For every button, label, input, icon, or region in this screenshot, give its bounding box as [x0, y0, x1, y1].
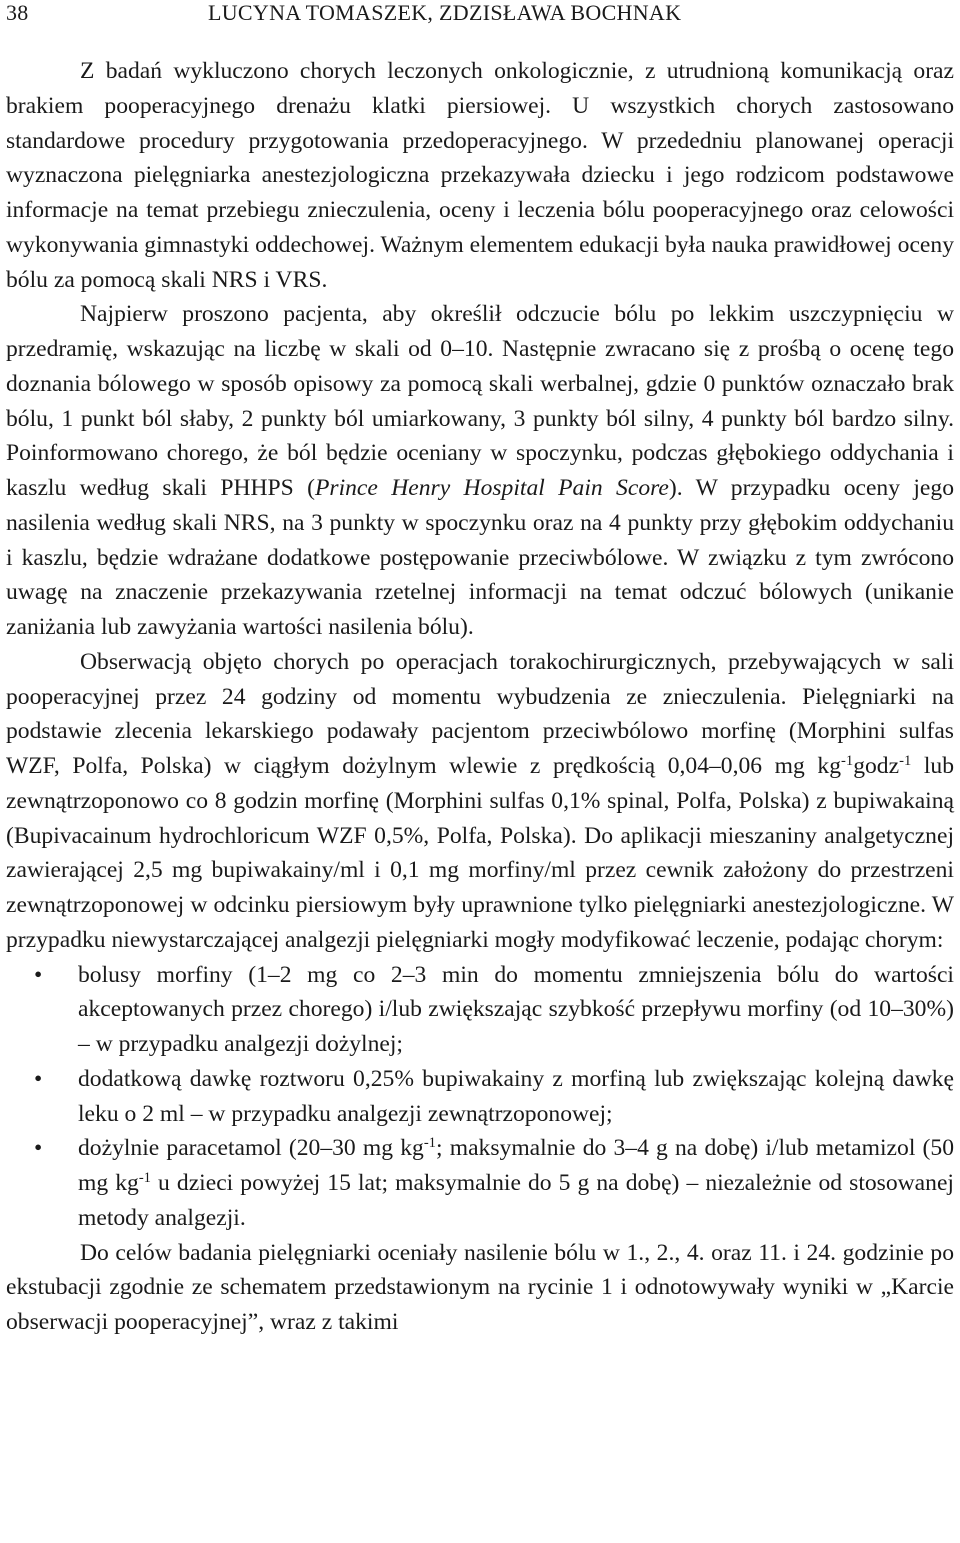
superscript: -1	[899, 752, 912, 769]
paragraph-text: ). W przypadku oceny jego nasilenia według skali NRS, na 3 punkty w spoczynku oraz na 4 punkty przy głębokim oddychaniu i kaszlu, będzie wdrażane dodatkowe postępowanie przeciwbólowe. W związku z tym zwrócono uwagę na znaczenie przekazywania rzetelnej informacji na temat odczuć bólowych (unikanie zaniżania lub zawyżania wartości nasilenia bólu).	[6, 475, 954, 640]
list-item-text: u dzieci powyżej 15 lat; maksymalnie do 5 g na dobę) – niezależnie od stosowanej metody analgezji.	[78, 1170, 954, 1231]
paragraph-text: Z badań wykluczono chorych leczonych onkologicznie, z utrudnioną komunikacją oraz brakiem pooperacyjnego drenażu klatki piersiowej. U wszystkich chorych zastosowano standardowe procedury przygotowania przedoperacyjnego. W przededniu planowanej operacji wyznaczona pielęgniarka anestezjologiczna przekazywała dziecku i jego rodzicom podstawowe informacje na temat przebiegu znieczulenia, oceny i leczenia bólu pooperacyjnego oraz celowości wykonywania gimnastyki oddechowej. Ważnym elementem edukacji była nauka prawidłowej oceny bólu za pomocą skali NRS i VRS.	[6, 58, 954, 293]
list-item-text: bolusy morfiny (1–2 mg co 2–3 min do momentu zmniejszenia bólu do wartości akceptowanych przez chorego) i/lub zwiększając szybkość przepływu morfiny (od 10–30%) – w przypadku analgezji dożylnej;	[78, 961, 954, 1057]
paragraph-observation	[6, 645, 954, 958]
list-item-text: ; maksymalnie do 3–4 g na dobę) i/lub metamizol (50 mg kg	[78, 1135, 954, 1196]
paragraph-text: Do celów badania pielęgniarki oceniały nasilenie bólu w 1., 2., 4. oraz 11. i 24. godzinie po ekstubacji zgodnie ze schematem przedstawionym na rycinie 1 i odnotowywały wyniki w „Karcie obserwacji pooperacyjnej”, wraz z takimi	[6, 1239, 954, 1335]
list-item	[6, 1062, 954, 1132]
treatment-options-list	[6, 958, 954, 1236]
article-body	[6, 54, 954, 1340]
paragraph-pain-assessment	[6, 297, 954, 645]
paragraph-text: lub zewnątrzoponowo co 8 godzin morfinę (Morphini sulfas 0,1% spinal, Polfa, Polska) z bupiwakainą (Bupivacainum hydrochloricum WZF 0,5%, Polfa, Polska). Do aplikacji mieszaniny analgetycznej zawierającej 2,5 mg bupiwakainy/ml i 0,1 mg morfiny/ml przez cewnik założony do przestrzeni zewnątrzoponowej w odcinku piersiowym były uprawnione tylko pielęgniarki anestezjologiczne. W przypadku niewystarczającej analgezji pielęgniarki mogły modyfikować leczenie, podając chorym:	[6, 753, 954, 953]
paragraph-text: godz	[853, 753, 900, 779]
scale-full-name: Prince Henry Hospital Pain Score	[314, 475, 669, 501]
list-item-text: dodatkową dawkę roztworu 0,25% bupiwakainy z morfiną lub zwiększając kolejną dawkę leku o 2 ml – w przypadku analgezji zewnątrzoponowej;	[78, 1065, 954, 1127]
paragraph-text: Obserwacją objęto chorych po operacjach torakochirurgicznych, przebywających w sali pooperacyjnej przez 24 godziny od momentu wybudzenia ze znieczulenia. Pielęgniarki na podstawie zlecenia lekarskiego podawały pacjentom przeciwbólowo morfinę (Morphini sulfas WZF, Polfa, Polska) w ciągłym dożylnym wlewie z prędkością 0,04–0,06 mg kg	[6, 648, 954, 779]
page-number: 38	[6, 0, 29, 25]
paragraph-text: Najpierw proszono pacjenta, aby określił odczucie bólu po lekkim uszczypnięciu w przedramię, wskazując na liczbę w skali od 0–10. Następnie zwracano się z prośbą o ocenę tego doznania bólowego w sposób opisowy za pomocą skali werbalnej, gdzie 0 punktów oznaczało brak bólu, 1 punkt ból słaby, 2 punkty ból umiarkowany, 3 punkty ból silny, 4 punkty ból bardzo silny. Poinformowano chorego, że ból będzie oceniany w spoczynku, podczas głębokiego oddychania i kaszlu według skali PHHPS (	[6, 301, 954, 501]
superscript: -1	[138, 1169, 151, 1186]
paragraph-exclusion-criteria	[6, 54, 954, 297]
bullet-icon: •	[34, 1135, 43, 1162]
running-header	[6, 0, 954, 30]
list-item	[6, 958, 954, 1062]
list-item	[6, 1131, 954, 1235]
list-item-text: dożylnie paracetamol (20–30 mg kg	[78, 1135, 424, 1162]
running-header-authors: LUCYNA TOMASZEK, ZDZISŁAWA BOCHNAK	[208, 0, 682, 25]
paragraph-study-schedule	[6, 1236, 954, 1340]
bullet-icon: •	[34, 961, 43, 988]
superscript: -1	[841, 752, 854, 769]
bullet-icon: •	[34, 1065, 43, 1092]
superscript: -1	[423, 1135, 436, 1152]
document-page	[6, 0, 954, 1340]
